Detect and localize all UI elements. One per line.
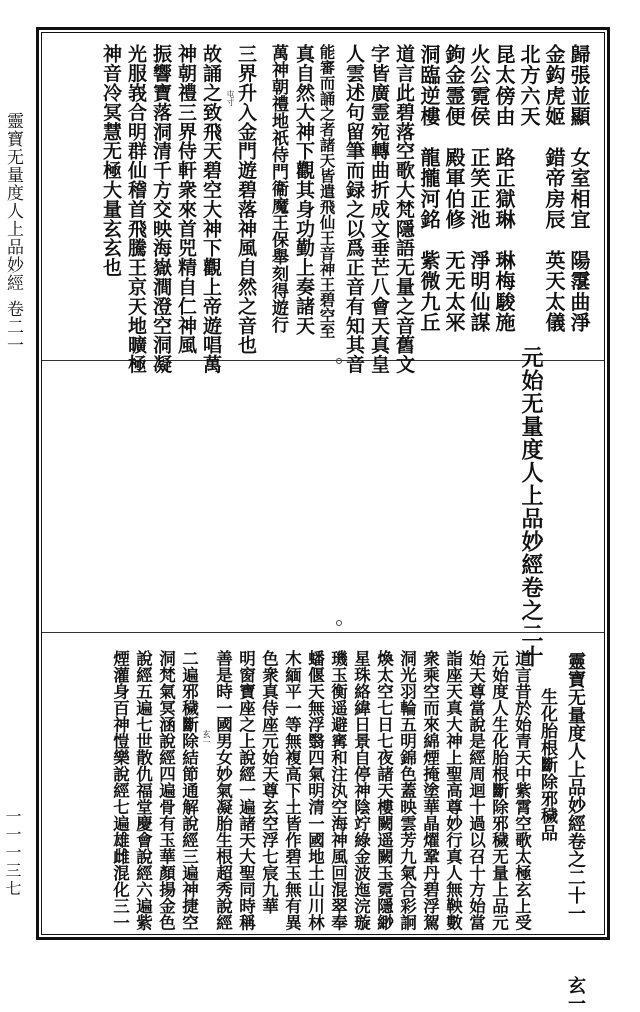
small-note: 屯寸 xyxy=(226,90,235,106)
text-column: 故誦之致飛天碧空大神下觀上帝遊唱萬 xyxy=(200,44,222,374)
text-column: 三界升入金門遊碧落神風自然之音也 xyxy=(235,44,257,355)
text-column: 道言昔於始青天中紫霄空歌太極玄上受 xyxy=(512,650,532,931)
chapter-title: 靈寶无量度人上品妙經卷之二十一 玄一 xyxy=(565,652,586,1012)
text-column: 鉤金霊便 殿軍伯修 无无太冞 xyxy=(442,44,466,333)
text-column: 璣玉衡遥避寗和注汍空海神風回混翠奉 xyxy=(328,650,348,931)
binding-hole xyxy=(336,358,342,364)
text-column: 明窗寶座之上說經一遍諸天大聖同時稱 xyxy=(236,650,256,931)
page-number: 一一一三七 xyxy=(3,808,22,898)
text-column: 煙灌身百神愷樂說經七遍雄雌混化三一 xyxy=(110,650,130,931)
text-column: 光服峩合明群仙稽首飛騰王京天地曠極 xyxy=(125,44,147,374)
chapter-end-title: 元始无量度人上品妙經卷之二十 xyxy=(518,346,544,668)
chapter-subtitle: 生化胎根斷除邪穢品 xyxy=(537,688,557,841)
text-column: 振響寶落洞清千方交映海嶽澗澄空洞凝 xyxy=(150,44,172,374)
text-column: 始天尊當說是經周迴十過以召十方始當 xyxy=(466,650,486,931)
text-column: 萬神朝禮地祇侍門衞魔王保舉刻得遊行 xyxy=(268,44,288,333)
text-column: 能審而誦之者諸天皆遣飛仙王音神王碧空至 xyxy=(317,44,337,339)
text-column: 真自然大神下觀其身功勤上奏諸天 xyxy=(293,44,315,335)
text-column: 北方六天 xyxy=(517,44,541,127)
text-column: 煥太空七日七夜諸天樓闕遥闕玉霓隱緲 xyxy=(374,650,394,931)
text-column: 神朝禮三界侍軒衆來首兕精自仁神風 xyxy=(175,44,197,355)
text-column: 洞光羽輪五明錦色蓋映雲芳九氣合彩詗 xyxy=(397,650,417,931)
text-column: 蟠偃天無浮翳四氣明清一國地土山川林 xyxy=(305,650,325,931)
text-column: 道言此碧落空歌大梵隱語无量之音舊文 xyxy=(393,44,415,374)
volume-label: 卷二一 xyxy=(3,300,23,354)
text-column: 星珠絡緯日景自停神陰竚綠金波迤浣璇 xyxy=(351,650,371,931)
text-column: 元始度人生化胎根斷除邪穢无量上品元 xyxy=(489,650,509,931)
text-column: 木緬平一等無複高下土皆作碧玉無有異 xyxy=(282,650,302,931)
text-column: 詣座天真大神上聖高尊妙行真人無鞅數 xyxy=(443,650,463,931)
text-column: 神音冷冥慧无極大量玄玄也 xyxy=(100,44,122,277)
text-column: 洞梵氣冥涵說經四遍骨有玉華顏揚金色 xyxy=(156,650,176,931)
text-column: 色衆真侍座元始天尊玄空浮七宸九華 xyxy=(259,650,279,914)
text-column: 說經五遍七世散仇福堂慶會說經六遍紫 xyxy=(133,650,153,931)
text-column: 二遍邪穢斷除結節通解說經三遍神捷空 xyxy=(179,650,199,931)
small-note: 玄一 xyxy=(202,730,211,746)
text-column: 火公霓侯 正笑正池 淨明仙謀 xyxy=(467,44,491,333)
text-column: 字皆廣霊宛轉曲折成文垂芒八會天真皇 xyxy=(368,44,390,374)
book-title: 靈寶无量度人上品妙經 xyxy=(3,112,23,292)
text-column: 衆乘空而來綿煙掩塗華晶燿鞏丹碧浮駕 xyxy=(420,650,440,931)
text-column: 金鈎虎姬 錯帝房辰 英天太儀 xyxy=(542,44,566,333)
text-column: 人雲述句留筆而録之以爲正音有知其音 xyxy=(343,44,365,374)
text-column: 昆太傍由 路正獄琳 琳梅駿施 xyxy=(492,44,516,333)
text-column: 歸張並顯 女室相宜 陽霮曲淨 xyxy=(567,44,591,333)
text-column: 善是時一國男女妙氣凝胎生根超秀說經 xyxy=(213,650,233,931)
binding-hole xyxy=(336,620,342,626)
text-column: 洞臨逆樓 龍攏河銘 紫微九丘 xyxy=(417,44,441,333)
